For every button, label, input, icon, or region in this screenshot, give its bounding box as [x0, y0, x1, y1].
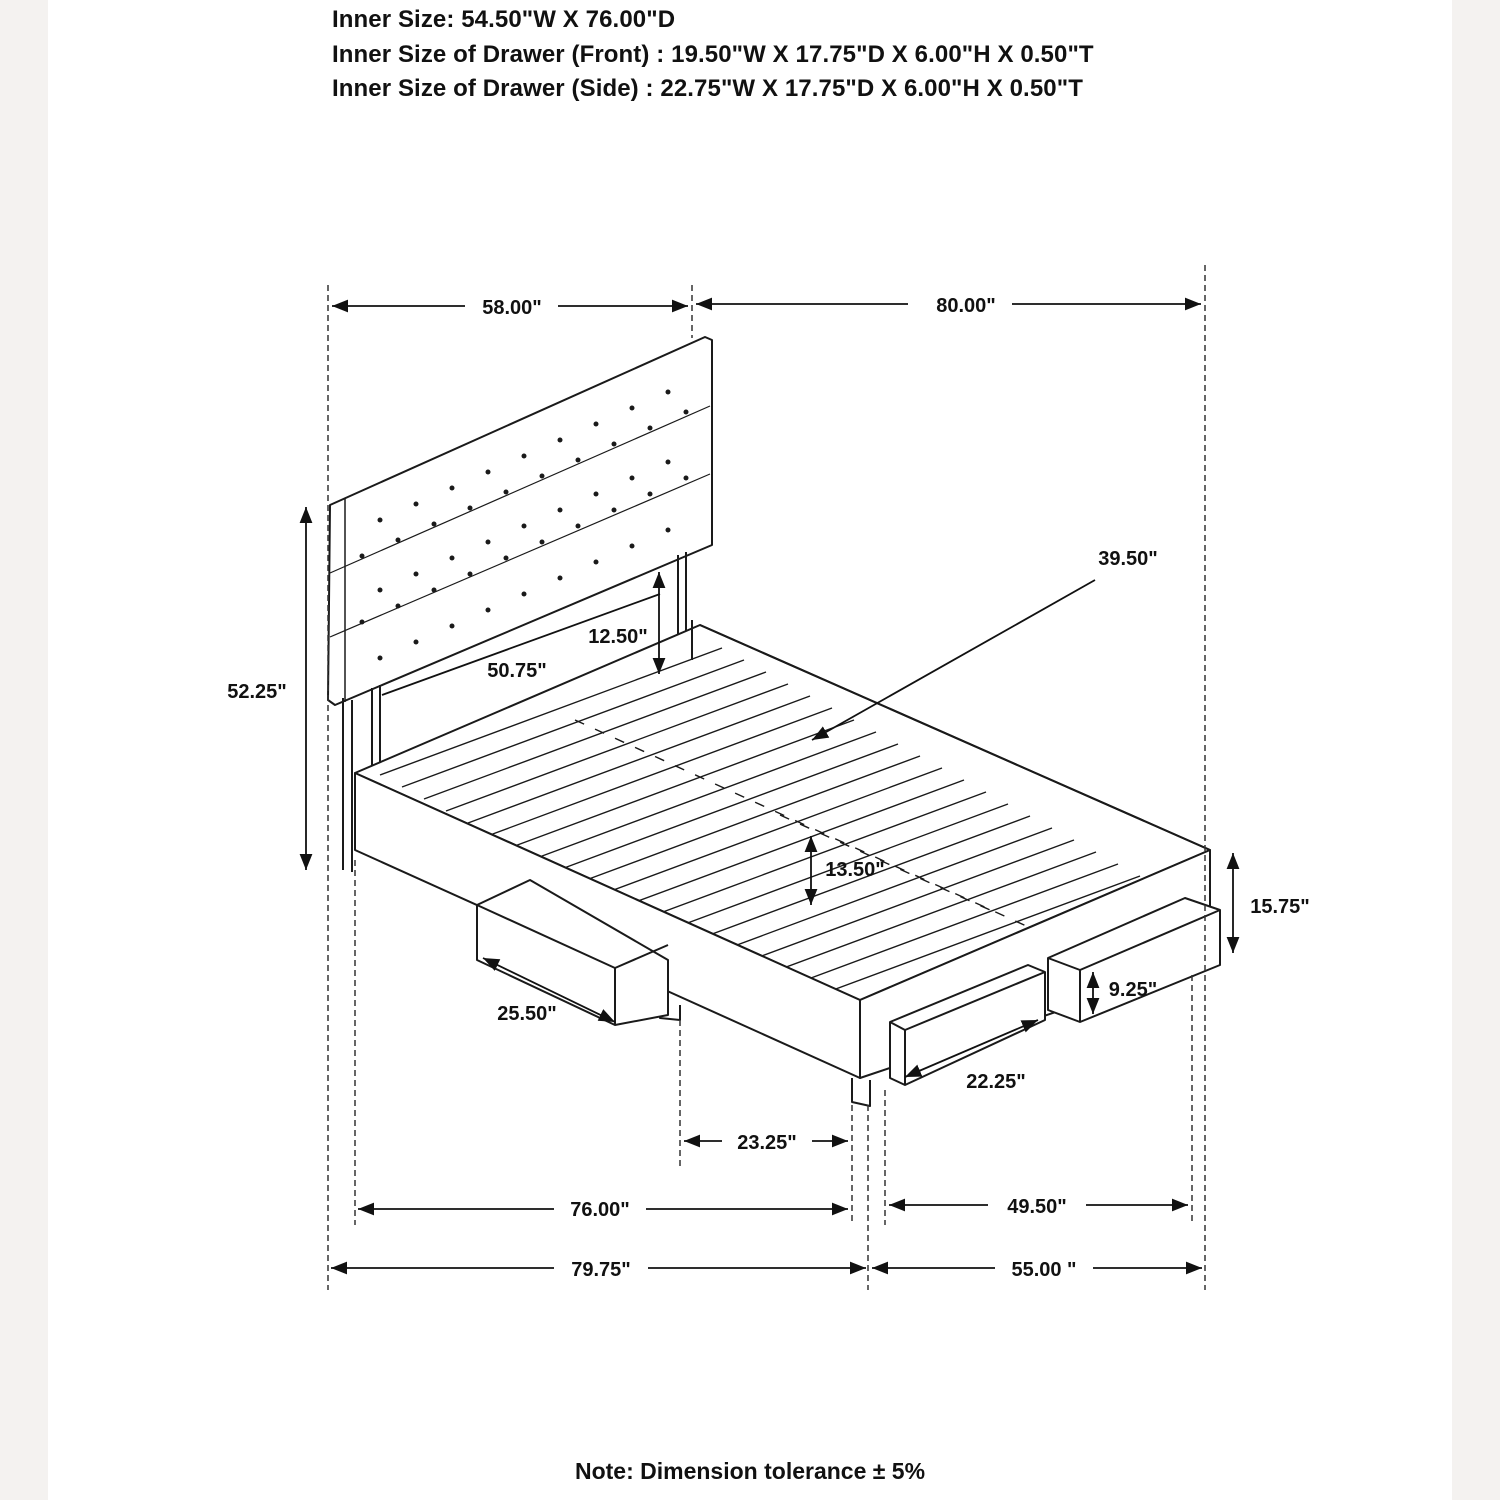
inner-size-spec: Inner Size: 54.50"W X 76.00"D — [332, 6, 676, 33]
dim-rail-height: 15.75" — [1250, 896, 1310, 918]
dim-overall-width: 55.00 " — [1011, 1259, 1077, 1281]
dim-underbed-height: 13.50" — [825, 859, 885, 881]
dim-slat-length: 39.50" — [1098, 548, 1158, 570]
dim-overall-length: 79.75" — [571, 1259, 631, 1281]
drawer-side-spec: Inner Size of Drawer (Side) : 22.75"W X 17.75"D X 6.00"H X 0.50"T — [332, 75, 1083, 102]
dim-front-inner-width: 49.50" — [1007, 1196, 1067, 1218]
dim-drawer-side-depth: 25.50" — [497, 1003, 557, 1025]
tolerance-note: Note: Dimension tolerance ± 5% — [574, 1458, 926, 1484]
dim-total-height: 52.25" — [227, 681, 287, 703]
drawer-front-spec: Inner Size of Drawer (Front) : 19.50"W X 17.75"D X 6.00"H X 0.50"T — [332, 41, 1094, 68]
dim-side-length: 76.00" — [570, 1199, 630, 1221]
dim-headboard-inner: 50.75" — [487, 660, 547, 682]
dim-leg-span: 23.25" — [737, 1132, 797, 1154]
dim-drawer-front-width: 22.25" — [966, 1071, 1026, 1093]
dim-headboard-width: 58.00" — [482, 297, 542, 319]
dim-drawer-height: 9.25" — [1108, 979, 1158, 1001]
bed-illustration — [328, 337, 1220, 1106]
dim-total-length: 80.00" — [936, 295, 996, 317]
dim-leg-clearance: 12.50" — [588, 626, 648, 648]
